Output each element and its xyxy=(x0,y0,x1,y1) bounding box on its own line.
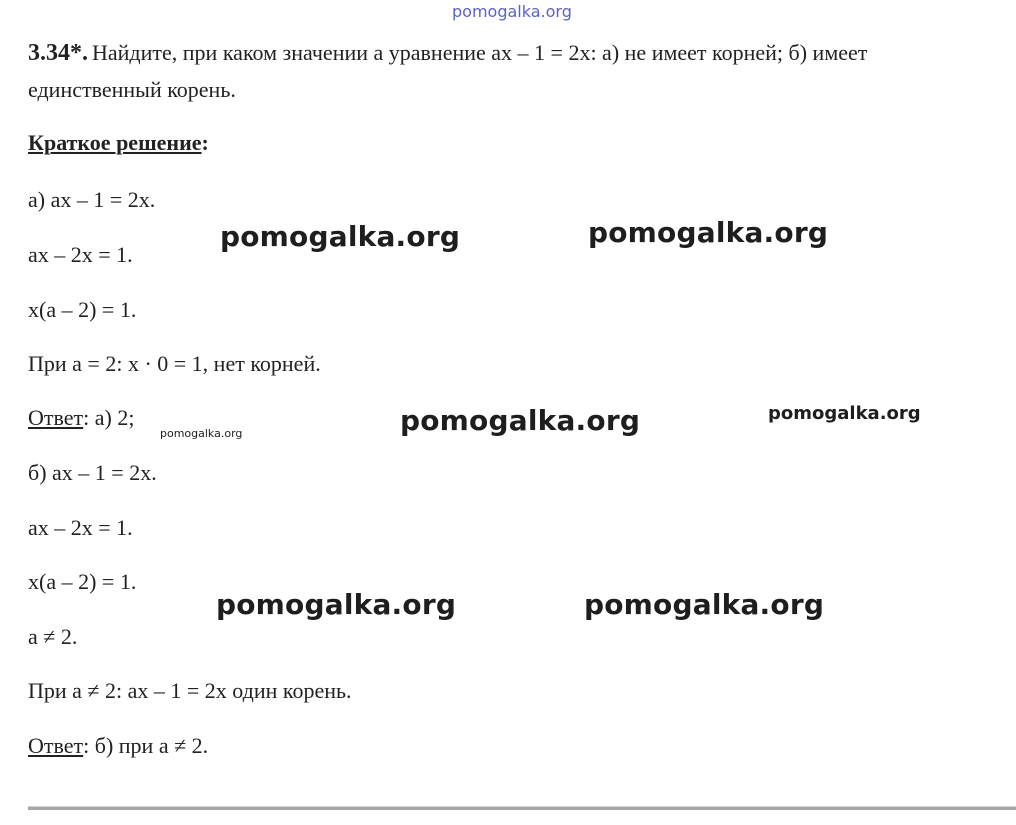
part-a-line4: При а = 2: х · 0 = 1, нет корней. xyxy=(28,351,321,376)
header-watermark: pomogalka.org xyxy=(452,2,572,21)
watermark: pomogalka.org xyxy=(584,588,825,621)
watermark: pomogalka.org xyxy=(588,216,829,249)
part-b-line2: ах – 2х = 1. xyxy=(28,515,133,540)
watermark: pomogalka.org xyxy=(400,404,641,437)
watermark: pomogalka.org xyxy=(216,588,457,621)
part-b-line3: х(а – 2) = 1. xyxy=(28,569,137,594)
part-b-line5: При а ≠ 2: ах – 1 = 2х один корень. xyxy=(28,678,352,703)
solution-heading xyxy=(28,130,209,156)
problem-number: 3.34*. xyxy=(28,40,88,66)
watermark: pomogalka.org xyxy=(768,403,921,424)
watermark: pomogalka.org xyxy=(160,427,243,440)
problem-text-line1: Найдите, при каком значении а уравнение ах – 1 = 2х: а) не имеет корней; б) имеет xyxy=(92,40,868,65)
bottom-divider xyxy=(28,806,1016,810)
solution-heading-colon: : xyxy=(201,130,209,155)
part-a-line1: а) ах – 1 = 2х. xyxy=(28,187,156,212)
answer-value: : б) при а ≠ 2. xyxy=(83,733,209,758)
answer-value: : а) 2; xyxy=(83,405,135,430)
part-a-line2: ах – 2х = 1. xyxy=(28,242,133,267)
watermark: pomogalka.org xyxy=(220,220,461,253)
answer-label: Ответ xyxy=(28,405,84,430)
part-b-line4: а ≠ 2. xyxy=(28,624,78,649)
answer-label: Ответ xyxy=(28,733,84,758)
part-b-line1: б) ах – 1 = 2х. xyxy=(28,460,157,485)
part-a-answer xyxy=(28,405,134,431)
part-b-answer xyxy=(28,733,208,759)
solution-heading-text: Краткое решение xyxy=(28,130,202,155)
part-a-line3: х(а – 2) = 1. xyxy=(28,297,137,322)
problem-text-line2: единственный корень. xyxy=(28,77,236,102)
problem-statement xyxy=(28,40,867,67)
